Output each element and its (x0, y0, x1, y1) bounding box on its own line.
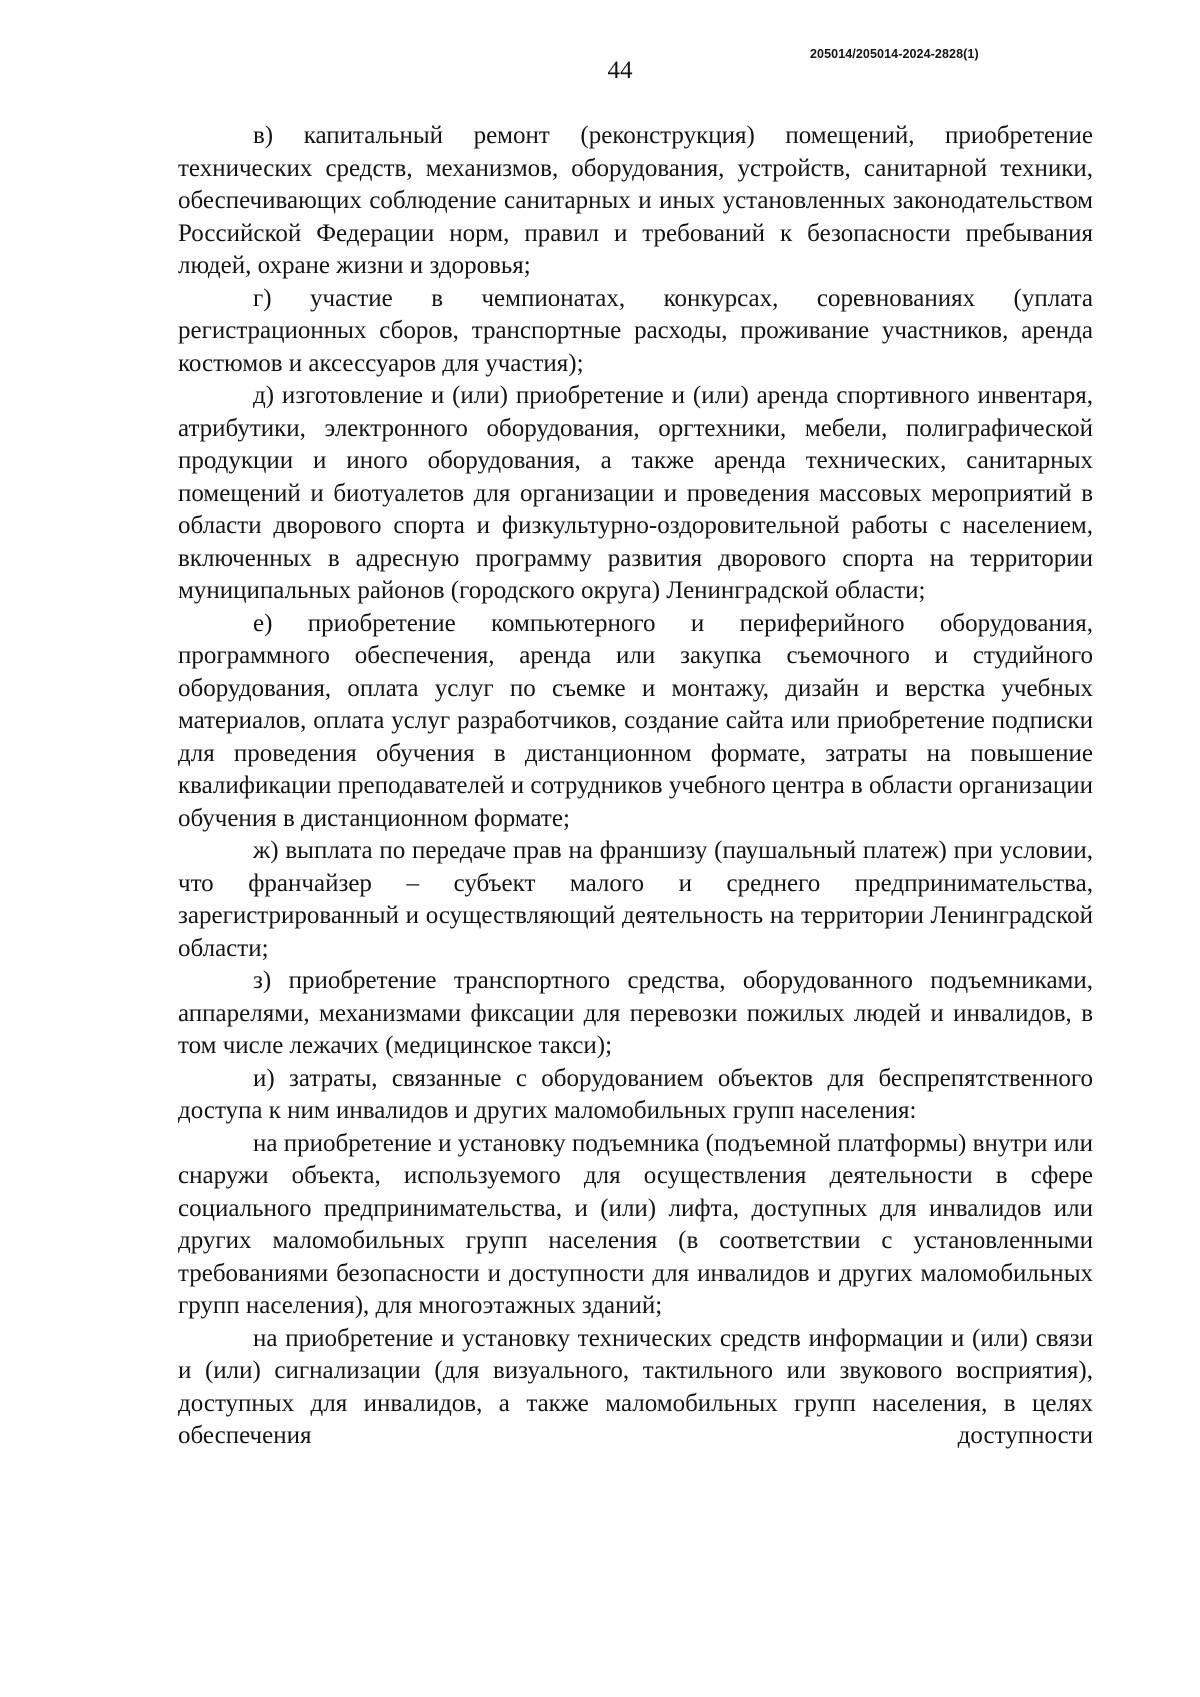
paragraph-signaling: на приобретение и установку технических средств информации и (или) связи и (или) сигнализации (для визуального, тактильного или звукового восприятия), доступных для инвалидов, а также маломобильных групп населения, в целях обеспечения доступности (178, 1324, 1093, 1449)
paragraph-g: г) участие в чемпионатах, конкурсах, соревнованиях (уплата регистрационных сборов, транспортные расходы, проживание участников, аренда костюмов и аксессуаров для участия); (178, 284, 1093, 377)
page-number: 44 (607, 57, 633, 84)
paragraph-i: и) затраты, связанные с оборудованием объектов для беспрепятственного доступа к ним инвалидов и других маломобильных групп населения: (178, 1064, 1093, 1124)
document-id: 205014/205014-2024-2828(1) (810, 47, 979, 61)
paragraph-zh: ж) выплата по передаче прав на франшизу (паушальный платеж) при условии, что франчайзер – субъект малого и среднего предпринимательства, зарегистрированный и осуществляющий деятельность на территории Ленинградской области; (178, 837, 1093, 962)
paragraph-z: з) приобретение транспортного средства, оборудованного подъемниками, аппарелями, механизмами фиксации для перевозки пожилых людей и инвалидов, в том числе лежачих (медицинское такси); (178, 967, 1093, 1059)
paragraph-lift: на приобретение и установку подъемника (подъемной платформы) внутри или снаружи объекта, используемого для осуществления деятельности в сфере социального предпринимательства, и (или) лифта, доступных для инвалидов или других маломобильных групп населения (в соответствии с установленными требованиями безопасности и доступности для инвалидов и других маломобильных групп населения), для многоэтажных зданий; (178, 1129, 1093, 1319)
body-text (178, 120, 1093, 1453)
paragraph-e: е) приобретение компьютерного и периферийного оборудования, программного обеспечения, аренда или закупка съемочного и студийного оборудования, оплата услуг по съемке и монтажу, дизайн и верстка учебных материалов, оплата услуг разработчиков, создание сайта или приобретение подписки для проведения обучения в дистанционном формате, затраты на повышение квалификации преподавателей и сотрудников учебного центра в области организации обучения в дистанционном формате; (178, 609, 1094, 832)
paragraph-v: в) капитальный ремонт (реконструкция) помещений, приобретение технических средств, механизмов, оборудования, устройств, санитарной техники, обеспечивающих соблюдение санитарных и иных установленных законодательством Российской Федерации норм, правил и требований к безопасности пребывания людей, охране жизни и здоровья; (178, 122, 1093, 279)
paragraph-d: д) изготовление и (или) приобретение и (или) аренда спортивного инвентаря, атрибутики, электронного оборудования, оргтехники, мебели, полиграфической продукции и иного оборудования, а также аренда технических, санитарных помещений и биотуалетов для организации и проведения массовых мероприятий в области дворового спорта и физкультурно-оздоровительной работы с населением, включенных в адресную программу развития дворового спорта на территории муниципальных районов (городского округа) Ленинградской области; (178, 382, 1093, 604)
